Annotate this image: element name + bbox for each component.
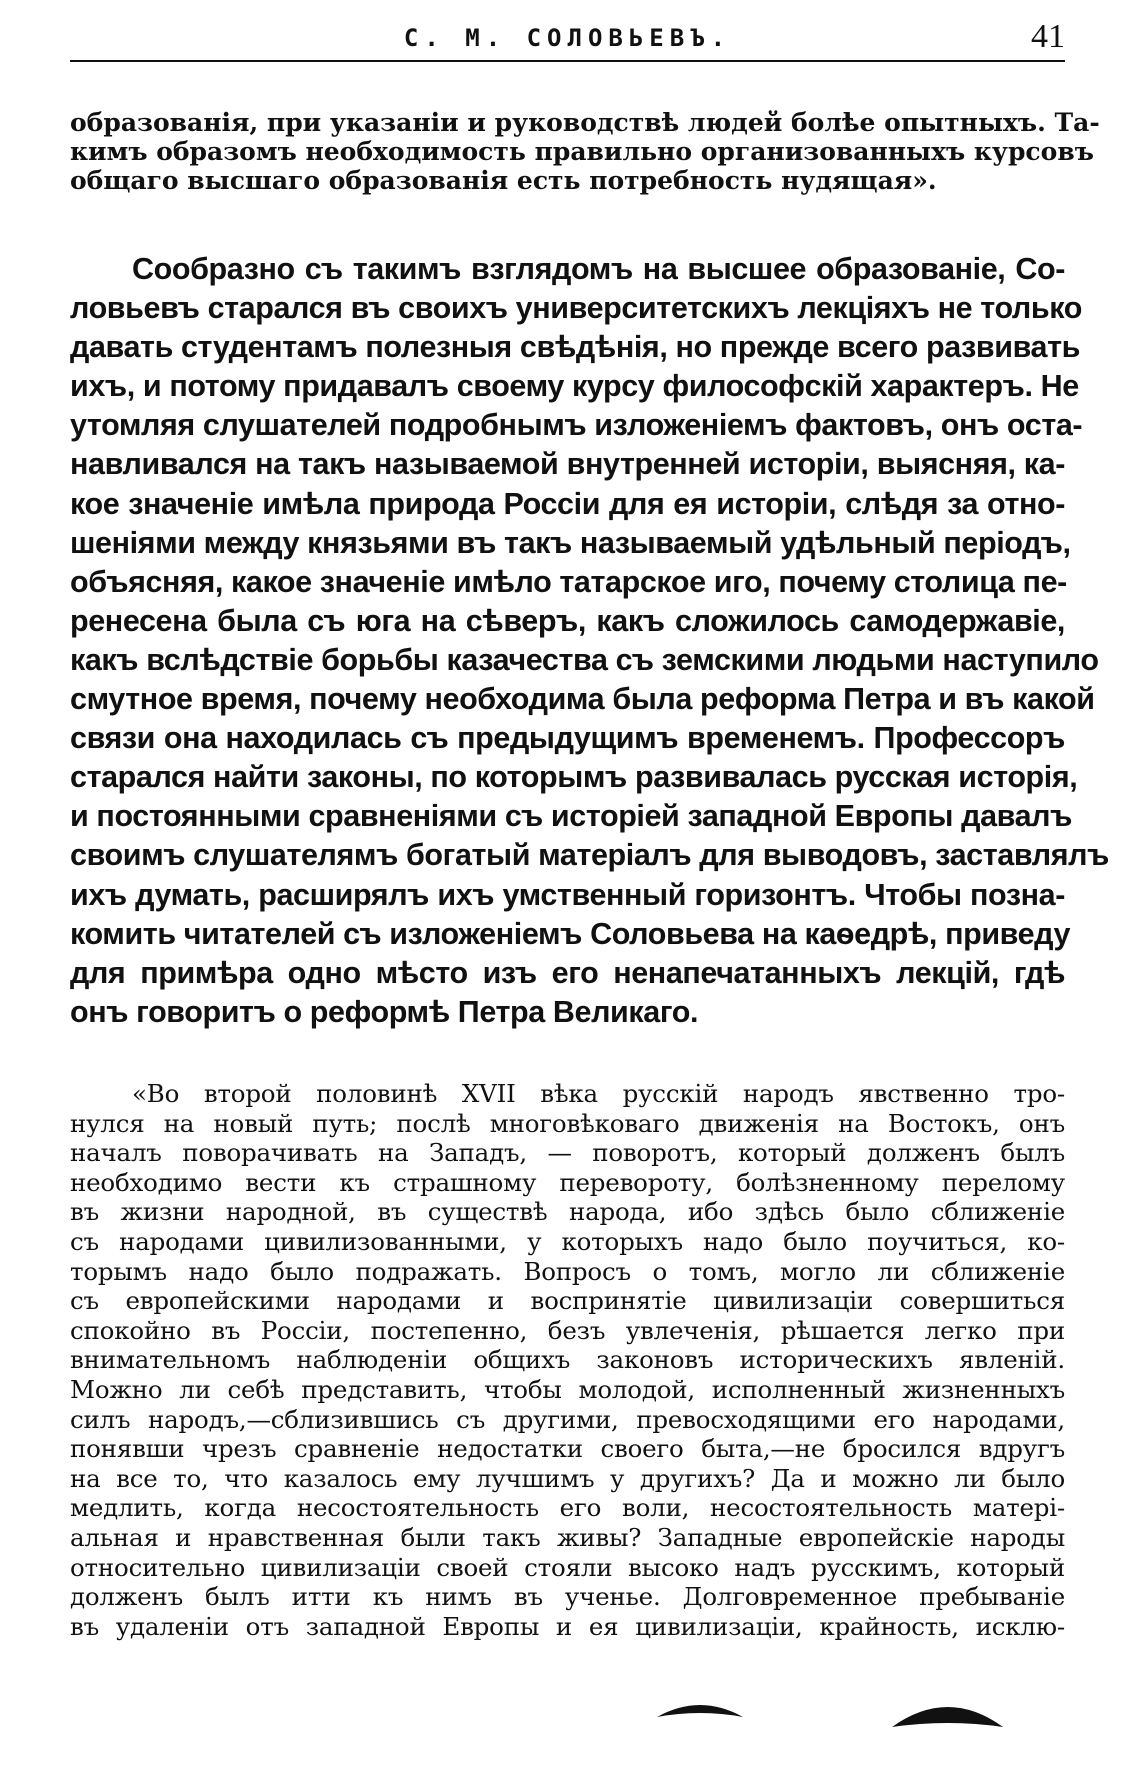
text-line: торымъ надо было подражать. Вопросъ о томъ, могло ли сближеніе [70, 1256, 1065, 1286]
text-line: въ жизни народной, въ существѣ народа, ибо здѣсь было сближеніе [70, 1197, 1065, 1227]
text-line: ихъ, и потому придавалъ своему курсу философскій характеръ. Не [70, 369, 1079, 404]
ornament-left-icon [655, 1695, 745, 1723]
text-line: альная и нравственная были такъ живы? Западные европейскіе народы [70, 1522, 1065, 1552]
text-line: силъ народъ,—сблизившись съ другими, превосходящими его народами, [70, 1404, 1065, 1434]
text-line: «Во второй половинѣ XVII вѣка русскій народъ явственно тро- [132, 1079, 1065, 1108]
text-line: и постоянными сравненіями съ исторіей западной Европы давалъ [70, 799, 1072, 834]
text-line: въ удаленіи отъ западной Европы и ея цивилизаціи, крайность, исклю- [70, 1611, 1065, 1641]
quote-paragraph [70, 1079, 1065, 1641]
text-line: для примѣра одно мѣсто изъ его ненапечатанныхъ лекцій, гдѣ [70, 955, 1065, 990]
text-line: объясняя, какое значеніе имѣло татарское иго, почему столица пе- [70, 564, 1067, 599]
text-line: спокойно въ Россіи, постепенно, безъ увлеченія, рѣшается легко при [70, 1315, 1065, 1345]
main-paragraph [70, 250, 1109, 1032]
text-line: Можно ли себѣ представить, чтобы молодой, исполненный жизненныхъ [70, 1374, 1065, 1404]
ornament-right-icon [890, 1695, 1005, 1735]
text-line: медлить, когда несостоятельность его воли, несостоятельность матері- [70, 1493, 1065, 1523]
text-line: онъ говоритъ о реформѣ Петра Великаго. [70, 994, 699, 1029]
text-line: началъ поворачивать на Западъ, — поворотъ, который долженъ былъ [70, 1138, 1065, 1168]
text-line: образованія, при указаніи и руководствѣ людей болѣе опытныхъ. Та- [70, 108, 1100, 137]
text-line: съ европейскими народами и воспринятіе цивилизаціи совершиться [70, 1286, 1065, 1316]
running-head [70, 14, 1065, 58]
text-line: понявши чрезъ сравненіе недостатки своего быта,—не бросился вдругъ [70, 1434, 1065, 1464]
text-line: шеніями между князьями въ такъ называемый удѣльный періодъ, [70, 525, 1071, 560]
text-line: связи она находилась съ предыдущимъ временемъ. Профессоръ [70, 721, 1065, 756]
text-line: на все то, что казалось ему лучшимъ у другихъ? Да и можно ли было [70, 1463, 1065, 1493]
lecture-quote [70, 1079, 1065, 1641]
text-line: относительно цивилизаціи своей стояли высоко надъ русскимъ, который [70, 1552, 1065, 1582]
running-head-author: С. М. СОЛОВЬЕВЪ. [403, 24, 732, 52]
quote-continuation-paragraph [70, 108, 1100, 195]
header-rule [70, 60, 1065, 62]
text-line: кимъ образомъ необходимость правильно организованныхъ курсовъ [70, 137, 1094, 166]
text-line: утомляя слушателей подробнымъ изложеніемъ фактовъ, онъ оста- [70, 408, 1083, 443]
text-line: Сообразно съ такимъ взглядомъ на высшее образованіе, Со- [132, 252, 1065, 286]
text-line: общаго высшаго образованія есть потребность нудящая». [70, 166, 937, 195]
text-line: кое значеніе имѣла природа Россіи для ея исторіи, слѣдя за отно- [70, 486, 1065, 521]
text-line: своимъ слушателямъ богатый матеріалъ для выводовъ, заставлялъ [70, 838, 1109, 873]
text-line: навливался на такъ называемой внутренней исторіи, выясняя, ка- [70, 447, 1065, 482]
text-line: съ народами цивилизованными, у которыхъ надо было поучиться, ко- [70, 1226, 1065, 1256]
text-line: какъ вслѣдствіе борьбы казачества съ земскими людьми наступило [70, 642, 1099, 677]
text-line: долженъ былъ итти къ нимъ въ ученье. Долговременное пребываніе [70, 1582, 1065, 1612]
text-line: внимательномъ наблюденіи общихъ законовъ историческихъ явленій. [70, 1345, 1065, 1375]
text-line: ихъ думать, расширялъ ихъ умственный горизонтъ. Чтобы позна- [70, 877, 1065, 912]
text-line: нулся на новый путь; послѣ многовѣковаго движенія на Востокъ, онъ [70, 1108, 1065, 1138]
text-line: комить читателей съ изложеніемъ Соловьева на каѳедрѣ, приведу [70, 916, 1071, 951]
quote-continuation [70, 108, 1100, 195]
text-line: необходимо вести къ страшному перевороту, болѣзненному перелому [70, 1167, 1065, 1197]
text-line: ренесена была съ юга на сѣверъ, какъ сложилось самодержавіе, [70, 603, 1065, 638]
text-line: ловьевъ старался въ своихъ университетскихъ лекціяхъ не только [70, 291, 1082, 326]
page-number: 41 [1031, 18, 1065, 55]
text-line: смутное время, почему необходима была реформа Петра и въ какой [70, 682, 1095, 717]
text-line: давать студентамъ полезныя свѣдѣнія, но прежде всего развивать [70, 330, 1080, 365]
body-paragraph [70, 250, 1109, 1032]
text-line: старался найти законы, по которымъ развивалась русская исторія, [70, 760, 1078, 795]
